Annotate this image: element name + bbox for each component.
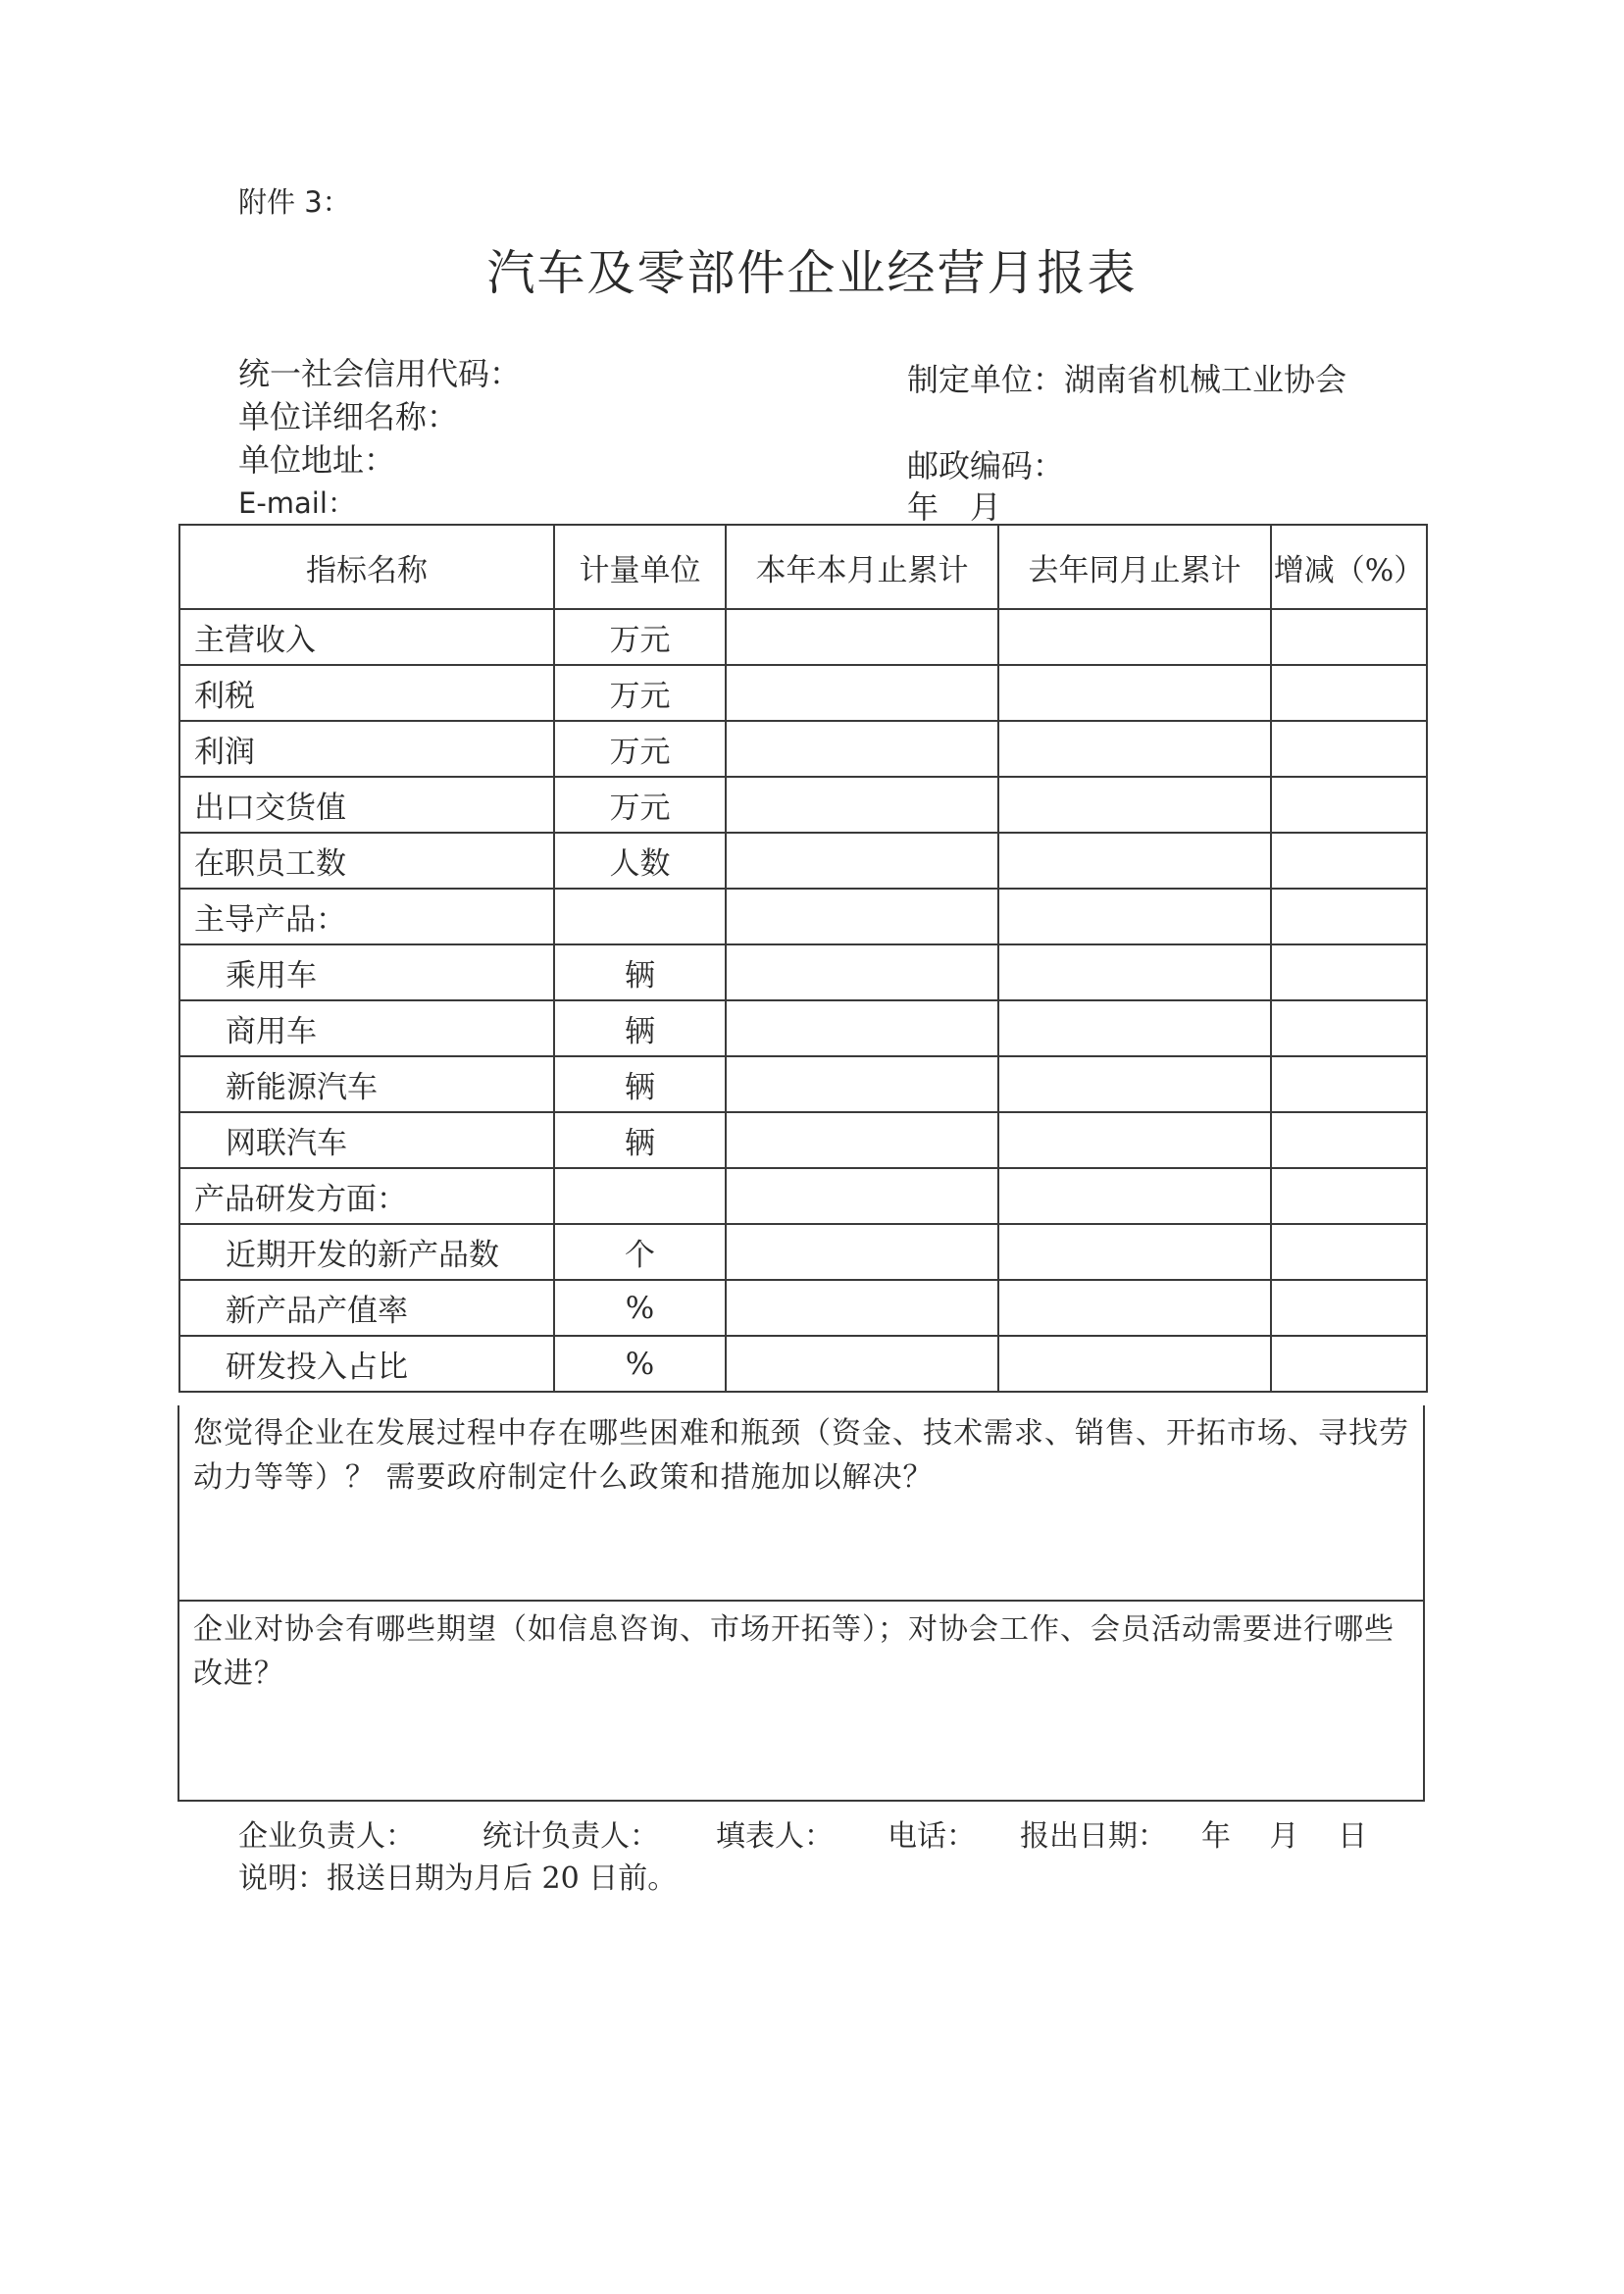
change-cell[interactable] [1271,1336,1427,1392]
table-row [179,1280,1427,1336]
last-year-cell[interactable] [998,1224,1271,1280]
change-cell[interactable] [1271,833,1427,889]
change-cell[interactable] [1271,1224,1427,1280]
change-cell[interactable] [1271,609,1427,665]
last-year-cell[interactable] [998,721,1271,777]
row-unit: 万元 [554,665,726,721]
table-row [179,1056,1427,1112]
row-unit: % [554,1280,726,1336]
change-cell[interactable] [1271,777,1427,833]
this-year-cell[interactable] [726,1112,998,1168]
row-unit: 万元 [554,777,726,833]
row-indicator-name: 主营收入 [179,609,554,665]
row-indicator-name: 新能源汽车 [179,1056,554,1112]
report-date-label: 报出日期： [1020,1819,1167,1854]
table-header-row [179,525,1427,609]
credit-code-label: 统一社会信用代码： [238,355,522,392]
change-cell[interactable] [1271,1280,1427,1336]
change-cell[interactable] [1271,1168,1427,1224]
change-cell[interactable] [1271,1112,1427,1168]
row-unit: 万元 [554,721,726,777]
table-row [179,833,1427,889]
row-unit: 辆 [554,1056,726,1112]
this-year-cell[interactable] [726,721,998,777]
row-indicator-name: 主导产品： [179,889,554,944]
row-indicator-name: 研发投入占比 [179,1336,554,1392]
row-indicator-name: 利润 [179,721,554,777]
postcode-label: 邮政编码： [907,447,1065,484]
last-year-cell[interactable] [998,1168,1271,1224]
col-header-last-year: 去年同月止累计 [998,525,1271,609]
row-unit: 万元 [554,609,726,665]
report-date-fields: 年 月 日 [1201,1819,1368,1854]
table-row [179,889,1427,944]
row-indicator-name: 乘用车 [179,944,554,1000]
row-indicator-name: 出口交货值 [179,777,554,833]
col-header-indicator: 指标名称 [179,525,554,609]
this-year-cell[interactable] [726,665,998,721]
last-year-cell[interactable] [998,1112,1271,1168]
change-cell[interactable] [1271,889,1427,944]
row-unit: % [554,1336,726,1392]
col-header-change: 增减（%） [1271,525,1427,609]
this-year-cell[interactable] [726,1168,998,1224]
this-year-cell[interactable] [726,609,998,665]
table-row [179,1224,1427,1280]
last-year-cell[interactable] [998,1056,1271,1112]
table-row [179,665,1427,721]
row-indicator-name: 近期开发的新产品数 [179,1224,554,1280]
row-unit: 辆 [554,1000,726,1056]
last-year-cell[interactable] [998,944,1271,1000]
question-expectations-text: 企业对协会有哪些期望（如信息咨询、市场开拓等）；对协会工作、会员活动需要进行哪些改进？ [193,1612,1395,1691]
this-year-cell[interactable] [726,777,998,833]
question-expectations[interactable] [178,1600,1425,1802]
issuer-label: 制定单位：湖南省机械工业协会 [907,361,1347,398]
table-row [179,944,1427,1000]
phone-label: 电话： [888,1819,976,1854]
col-header-unit: 计量单位 [554,525,726,609]
this-year-cell[interactable] [726,1056,998,1112]
row-indicator-name: 网联汽车 [179,1112,554,1168]
last-year-cell[interactable] [998,665,1271,721]
question-difficulties-text: 您觉得企业在发展过程中存在哪些困难和瓶颈（资金、技术需求、销售、开拓市场、寻找劳动力等等）？ 需要政府制定什么政策和措施加以解决？ [193,1416,1409,1495]
email-label: E-mail： [238,486,356,520]
question-difficulties[interactable] [178,1405,1425,1602]
last-year-cell[interactable] [998,889,1271,944]
this-year-cell[interactable] [726,1336,998,1392]
row-unit: 辆 [554,944,726,1000]
last-year-cell[interactable] [998,1280,1271,1336]
this-year-cell[interactable] [726,833,998,889]
table-row [179,609,1427,665]
table-row [179,1000,1427,1056]
last-year-cell[interactable] [998,1336,1271,1392]
change-cell[interactable] [1271,944,1427,1000]
table-row [179,1168,1427,1224]
attachment-label: 附件 3： [238,185,351,219]
filler-label: 填表人： [716,1819,834,1854]
row-indicator-name: 商用车 [179,1000,554,1056]
address-label: 单位地址： [238,441,396,479]
row-indicator-name: 产品研发方面： [179,1168,554,1224]
year-month-label: 年 月 [907,488,1002,526]
this-year-cell[interactable] [726,1280,998,1336]
change-cell[interactable] [1271,665,1427,721]
report-table [178,524,1428,1393]
this-year-cell[interactable] [726,1224,998,1280]
change-cell[interactable] [1271,1056,1427,1112]
this-year-cell[interactable] [726,944,998,1000]
this-year-cell[interactable] [726,889,998,944]
row-indicator-name: 新产品产值率 [179,1280,554,1336]
org-full-name-label: 单位详细名称： [238,398,459,435]
enterprise-head-label: 企业负责人： [238,1819,415,1854]
row-unit [554,889,726,944]
submission-note: 说明：报送日期为月后 20 日前。 [238,1861,678,1896]
this-year-cell[interactable] [726,1000,998,1056]
table-row [179,777,1427,833]
col-header-this-year: 本年本月止累计 [726,525,998,609]
table-row [179,721,1427,777]
row-unit [554,1168,726,1224]
last-year-cell[interactable] [998,833,1271,889]
row-unit: 辆 [554,1112,726,1168]
table-row [179,1112,1427,1168]
stats-head-label: 统计负责人： [482,1819,659,1854]
change-cell[interactable] [1271,1000,1427,1056]
last-year-cell[interactable] [998,1000,1271,1056]
row-unit: 人数 [554,833,726,889]
last-year-cell[interactable] [998,777,1271,833]
change-cell[interactable] [1271,721,1427,777]
row-unit: 个 [554,1224,726,1280]
page-title: 汽车及零部件企业经营月报表 [486,245,1138,301]
last-year-cell[interactable] [998,609,1271,665]
row-indicator-name: 利税 [179,665,554,721]
row-indicator-name: 在职员工数 [179,833,554,889]
table-row [179,1336,1427,1392]
